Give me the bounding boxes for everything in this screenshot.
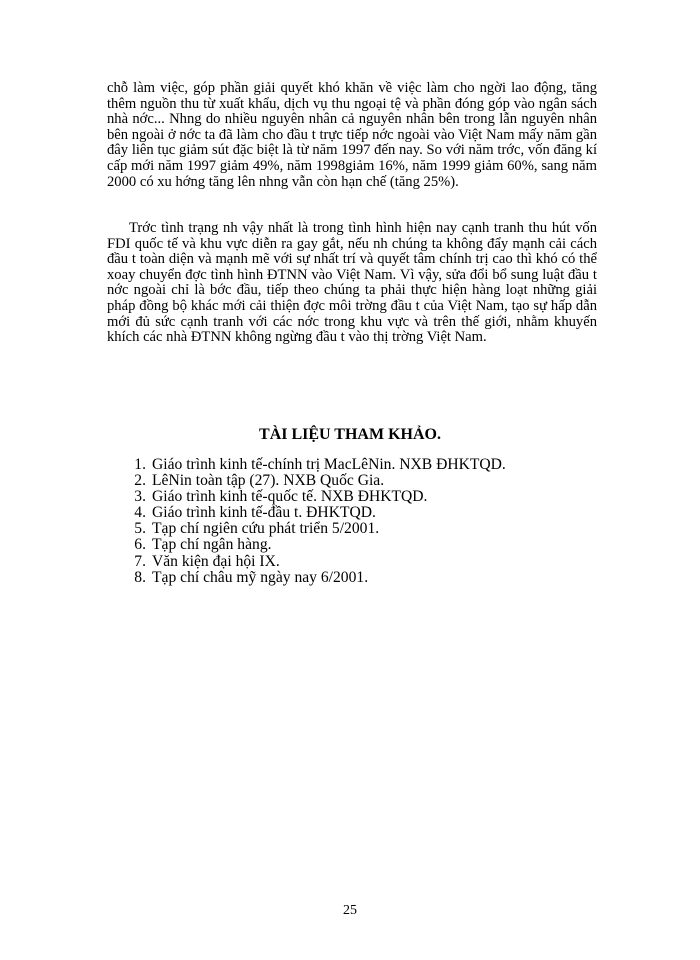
reference-number: 6. <box>134 536 146 554</box>
reference-item <box>124 521 506 537</box>
body-paragraph-2: Trớc tình trạng nh vậy nhất là trong tình hình hiện nay cạnh tranh thu hút vốn FDI quốc tế và khu vực diễn ra gay gắt, nếu nh chúng ta không đẩy mạnh cải cách đầu t toàn diện và mạnh mẽ với sự nhất trí và quyết tâm chính trị cao thì khó có thể xoay chuyển đợc tình hình ĐTNN vào Việt Nam. Vì vậy, sửa đổi bổ sung luật đầu t nớc ngoài chỉ là bớc đầu, tiếp theo chúng ta phải thực hiện hàng loạt những giải pháp đồng bộ khác mới cải thiện đợc môi trờng đầu t của Việt Nam, tạo sự hấp dẫn mới đủ sức cạnh tranh với các nớc trong khu vực và trên thế giới, nhằm khuyến khích các nhà ĐTNN không ngừng đầu t vào thị trờng Việt Nam. <box>107 220 597 346</box>
reference-text: Tạp chí ngiên cứu phát triển 5/2001. <box>152 520 380 538</box>
reference-item <box>124 505 506 521</box>
reference-item <box>124 489 506 505</box>
reference-number: 8. <box>134 568 146 586</box>
reference-item <box>124 570 506 586</box>
reference-number: 4. <box>134 504 146 522</box>
reference-text: Giáo trình kinh tế-chính trị MacLêNin. NXB ĐHKTQD. <box>152 456 506 473</box>
reference-text: Giáo trình kinh tế-quốc tế. NXB ĐHKTQD. <box>152 488 428 506</box>
reference-item <box>124 537 506 553</box>
body-paragraph-1: chỗ làm việc, góp phần giải quyết khó khăn về việc làm cho ngời lao động, tăng thêm nguồn thu từ xuất khẩu, dịch vụ thu ngoại tệ và phần đóng góp vào ngân sách nhà nớc... Nhng do nhiều nguyên nhân cả nguyên nhân bên trong lẫn nguyên nhân bên ngoài ở nớc ta đã làm cho đầu t trực tiếp nớc ngoài vào Việt Nam mấy năm gần đây liên tục giảm sút đặc biệt là từ năm 1997 đến nay. So với năm trớc, vốn đăng kí cấp mới năm 1997 giảm 49%, năm 1998giảm 16%, năm 1999 giảm 60%, sang năm 2000 có xu hớng tăng lên nhng vẫn còn hạn chế (tăng 25%). <box>107 80 597 190</box>
reference-text: Giáo trình kinh tế-đầu t. ĐHKTQD. <box>152 504 376 522</box>
reference-number: 3. <box>134 488 146 506</box>
reference-item <box>124 554 506 570</box>
reference-text: Tạp chí châu mỹ ngày nay 6/2001. <box>152 568 369 586</box>
reference-text: Tạp chí ngân hàng. <box>152 536 272 554</box>
reference-item <box>124 473 506 489</box>
reference-text: LêNin toàn tập (27). NXB Quốc Gia. <box>152 472 385 490</box>
reference-number: 7. <box>134 552 146 570</box>
references-list <box>124 457 506 586</box>
references-heading: TÀI LIỆU THAM KHẢO. <box>259 426 441 443</box>
reference-item <box>124 457 506 473</box>
page-number: 25 <box>343 903 357 918</box>
reference-number: 5. <box>134 520 146 538</box>
reference-text: Văn kiện đại hội IX. <box>152 552 280 570</box>
reference-number: 1. <box>134 456 146 473</box>
reference-number: 2. <box>134 472 146 490</box>
